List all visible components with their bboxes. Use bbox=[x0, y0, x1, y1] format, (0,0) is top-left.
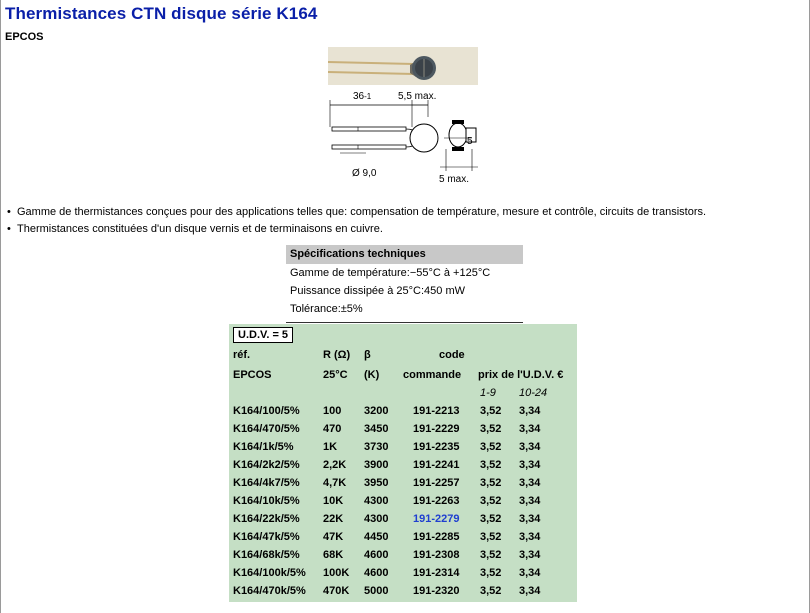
cell-p1: 3,52 bbox=[480, 567, 502, 579]
cell-beta: 3900 bbox=[364, 459, 389, 471]
cell-beta: 4450 bbox=[364, 531, 389, 543]
cell-code[interactable]: 191-2241 bbox=[413, 459, 460, 471]
cell-ref: K164/470/5% bbox=[233, 423, 300, 435]
specs-title: Spécifications techniques bbox=[286, 245, 523, 264]
cell-beta: 3450 bbox=[364, 423, 389, 435]
page-title: Thermistances CTN disque série K164 bbox=[5, 4, 318, 23]
dim-thickness-label: 5,5 max. bbox=[398, 91, 437, 102]
specs-divider bbox=[286, 318, 523, 323]
product-figure bbox=[328, 47, 480, 189]
header-price: prix de l'U.D.V. € bbox=[478, 369, 564, 381]
cell-beta: 4600 bbox=[364, 549, 389, 561]
cell-ref: K164/10k/5% bbox=[233, 495, 300, 507]
cell-r: 1K bbox=[323, 441, 338, 453]
cell-r: 470K bbox=[323, 585, 350, 597]
cell-p2: 3,34 bbox=[519, 513, 541, 525]
header-beta: β bbox=[364, 349, 371, 361]
cell-ref: K164/470k/5% bbox=[233, 585, 306, 597]
cell-ref: K164/1k/5% bbox=[233, 441, 294, 453]
header-r: R (Ω) bbox=[323, 349, 351, 361]
cell-p1: 3,52 bbox=[480, 531, 502, 543]
cell-code[interactable]: 191-2229 bbox=[413, 423, 460, 435]
cell-r: 4,7K bbox=[323, 477, 347, 489]
dim-width-label: 5 max. bbox=[439, 174, 470, 185]
cell-ref: K164/100/5% bbox=[233, 405, 300, 417]
cell-p1: 3,52 bbox=[480, 495, 502, 507]
cell-p2: 3,34 bbox=[519, 459, 541, 471]
cell-p2: 3,34 bbox=[519, 423, 541, 435]
cell-r: 100 bbox=[323, 405, 342, 417]
spec-row: Puissance dissipée à 25°C:450 mW bbox=[290, 285, 465, 297]
cell-p1: 3,52 bbox=[480, 441, 502, 453]
cell-p1: 3,52 bbox=[480, 477, 502, 489]
header-ref-2: EPCOS bbox=[233, 369, 272, 381]
price-table bbox=[229, 324, 577, 602]
cell-beta: 4600 bbox=[364, 567, 389, 579]
cell-beta: 5000 bbox=[364, 585, 389, 597]
cell-ref: K164/68k/5% bbox=[233, 549, 300, 561]
header-code-2: commande bbox=[403, 369, 462, 381]
header-r-2: 25°C bbox=[323, 369, 348, 381]
dim-length-label: 36-1 bbox=[353, 91, 372, 102]
cell-p2: 3,34 bbox=[519, 567, 541, 579]
cell-beta: 3730 bbox=[364, 441, 389, 453]
cell-beta: 3950 bbox=[364, 477, 389, 489]
cell-ref: K164/2k2/5% bbox=[233, 459, 300, 471]
cell-p2: 3,34 bbox=[519, 441, 541, 453]
cell-p1: 3,52 bbox=[480, 549, 502, 561]
cell-ref: K164/4k7/5% bbox=[233, 477, 300, 489]
cell-r: 100K bbox=[323, 567, 350, 579]
cell-p1: 3,52 bbox=[480, 405, 502, 417]
header-code: code bbox=[439, 349, 465, 361]
cell-code[interactable]: 191-2308 bbox=[413, 549, 460, 561]
feature-list bbox=[7, 204, 706, 238]
cell-r: 47K bbox=[323, 531, 344, 543]
brand-label: EPCOS bbox=[5, 31, 44, 43]
header-ref: réf. bbox=[233, 349, 251, 361]
dimension-drawing-icon bbox=[328, 87, 480, 187]
list-item: • Thermistances constituées d'un disque vernis et de terminaisons en cuivre. bbox=[7, 223, 383, 235]
specs-box bbox=[286, 245, 523, 323]
udv-badge: U.D.V. = 5 bbox=[233, 327, 293, 343]
header-qty-1: 1-9 bbox=[480, 387, 496, 399]
cell-p2: 3,34 bbox=[519, 405, 541, 417]
cell-code[interactable]: 191-2263 bbox=[413, 495, 460, 507]
product-photo bbox=[328, 47, 478, 85]
list-item: • Gamme de thermistances conçues pour des applications telles que: compensation de température, mesure et contrôle, circuits de transistors. bbox=[7, 206, 707, 218]
cell-r: 470 bbox=[323, 423, 342, 435]
cell-code[interactable]: 191-2314 bbox=[413, 567, 460, 579]
thermistor-photo-icon bbox=[328, 47, 478, 85]
cell-p1: 3,52 bbox=[480, 513, 502, 525]
cell-code[interactable]: 191-2213 bbox=[413, 405, 460, 417]
cell-p1: 3,52 bbox=[480, 459, 502, 471]
dim-marking-label: 5 bbox=[467, 136, 473, 147]
spec-row: Tolérance:±5% bbox=[290, 303, 363, 315]
header-beta-2: (K) bbox=[364, 369, 380, 381]
cell-code[interactable]: 191-2320 bbox=[413, 585, 460, 597]
cell-p1: 3,52 bbox=[480, 585, 502, 597]
cell-beta: 4300 bbox=[364, 513, 389, 525]
cell-beta: 3200 bbox=[364, 405, 389, 417]
spec-row: Gamme de température:−55°C à +125°C bbox=[290, 267, 491, 279]
cell-p1: 3,52 bbox=[480, 423, 502, 435]
cell-p2: 3,34 bbox=[519, 531, 541, 543]
header-qty-2: 10-24 bbox=[519, 387, 548, 399]
dim-diameter-label: Ø 9,0 bbox=[352, 168, 377, 179]
cell-ref: K164/47k/5% bbox=[233, 531, 300, 543]
cell-p2: 3,34 bbox=[519, 477, 541, 489]
cell-ref: K164/100k/5% bbox=[233, 567, 306, 579]
cell-beta: 4300 bbox=[364, 495, 389, 507]
cell-p2: 3,34 bbox=[519, 495, 541, 507]
cell-r: 22K bbox=[323, 513, 344, 525]
cell-r: 68K bbox=[323, 549, 344, 561]
cell-code[interactable]: 191-2257 bbox=[413, 477, 460, 489]
cell-code[interactable]: 191-2285 bbox=[413, 531, 460, 543]
cell-code[interactable]: 191-2279 bbox=[413, 513, 460, 525]
cell-p2: 3,34 bbox=[519, 549, 541, 561]
cell-p2: 3,34 bbox=[519, 585, 541, 597]
cell-r: 10K bbox=[323, 495, 344, 507]
cell-code[interactable]: 191-2235 bbox=[413, 441, 460, 453]
cell-ref: K164/22k/5% bbox=[233, 513, 300, 525]
cell-r: 2,2K bbox=[323, 459, 347, 471]
